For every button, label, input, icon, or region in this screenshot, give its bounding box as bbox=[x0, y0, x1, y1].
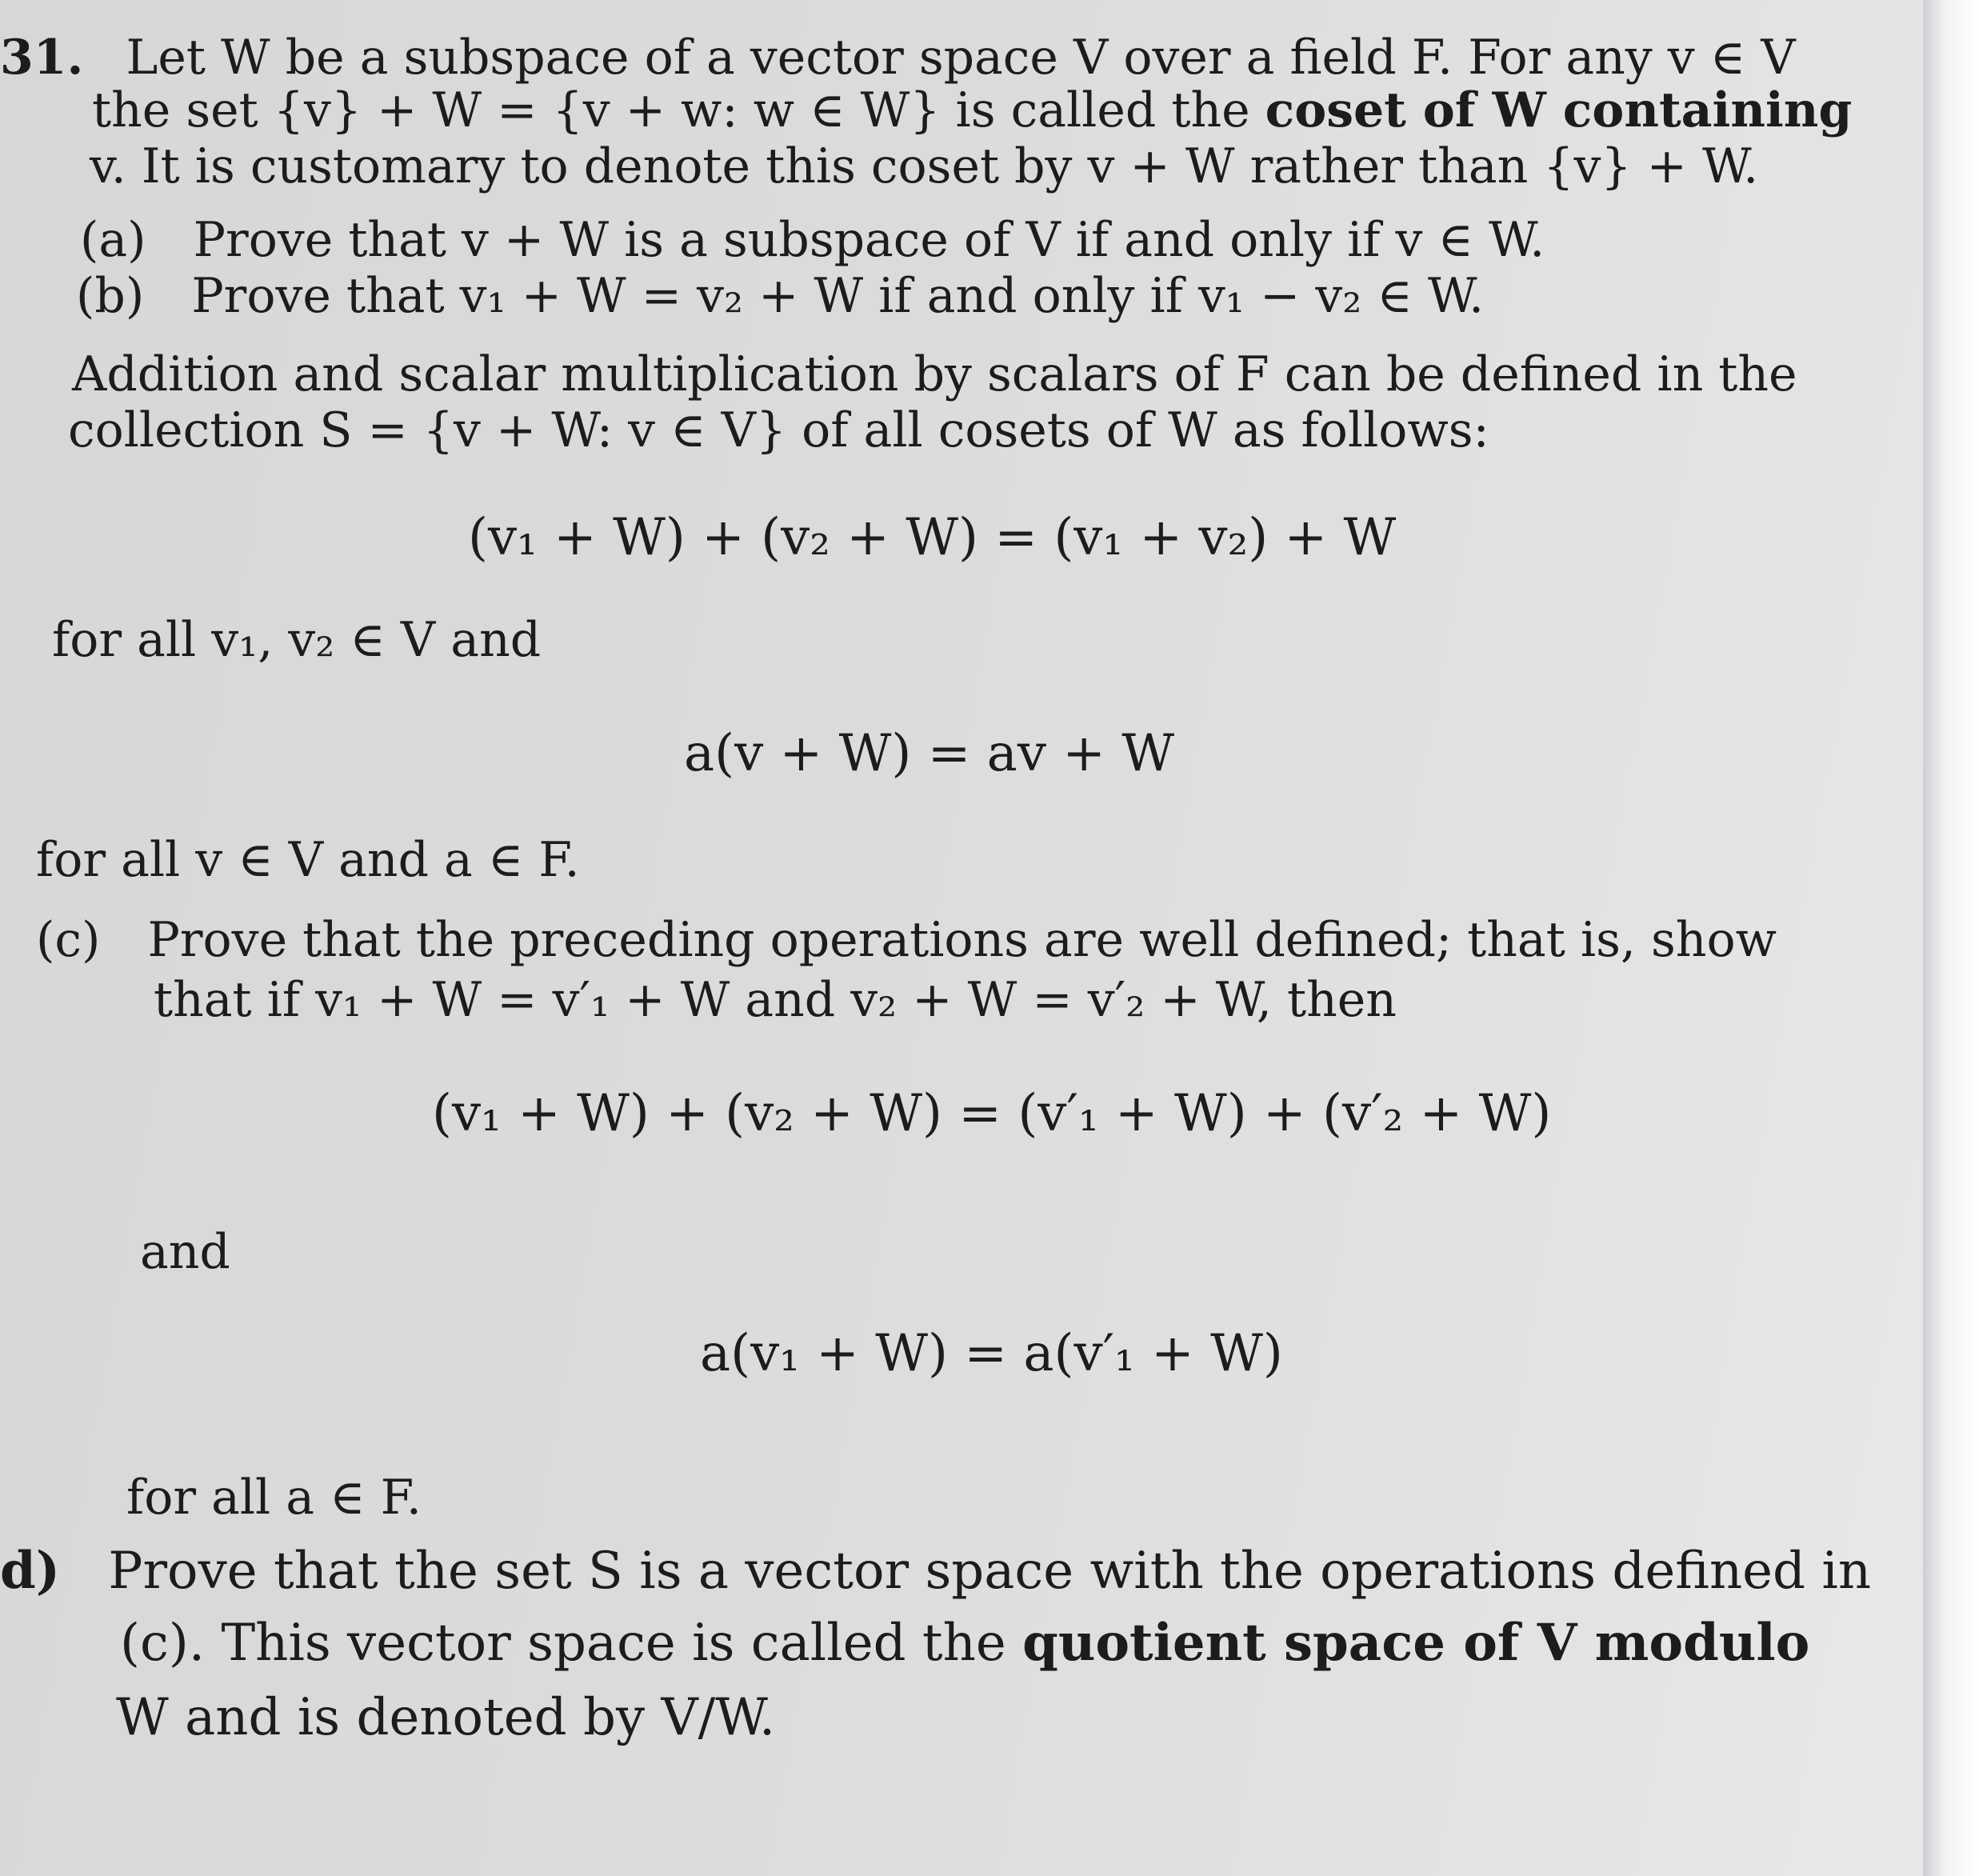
part-b-label: (b) bbox=[76, 268, 145, 324]
part-d-text-1: Prove that the set S is a vector space with the operations defined in bbox=[108, 1542, 1872, 1601]
well-defined-addition-equation: (v₁ + W) + (v₂ + W) = (v′₁ + W) + (v′₂ + W) bbox=[432, 1084, 1552, 1143]
coset-term: coset of W containing bbox=[1265, 82, 1853, 138]
part-a bbox=[80, 212, 1545, 268]
operations-text-2: collection S = {v + W: v ∈ V} of all cosets of W as follows: bbox=[68, 402, 1489, 458]
operations-line-2 bbox=[68, 402, 1489, 458]
part-c-for-all: for all a ∈ F. bbox=[126, 1470, 422, 1526]
for-all-add: for all v₁, v₂ ∈ V and bbox=[52, 612, 542, 668]
problem-line-1 bbox=[0, 30, 1796, 86]
problem-line-2 bbox=[92, 82, 1853, 138]
part-b bbox=[76, 268, 1485, 324]
for-all-scalar: for all v ∈ V and a ∈ F. bbox=[36, 832, 580, 888]
scalar-equation: a(v + W) = av + W bbox=[684, 724, 1175, 783]
part-b-text: Prove that v₁ + W = v₂ + W if and only if v₁ − v₂ ∈ W. bbox=[191, 268, 1485, 324]
part-c-label: (c) bbox=[36, 912, 101, 968]
part-d-text-3: W and is denoted by V/W. bbox=[116, 1688, 776, 1747]
part-d-label: d) bbox=[0, 1541, 61, 1601]
page-edge bbox=[1923, 0, 1979, 1876]
quotient-space-term: quotient space of V modulo bbox=[1022, 1613, 1810, 1673]
part-c-line-1 bbox=[36, 912, 1777, 968]
intro-text-1: Let W be a subspace of a vector space V over a field F. For any v ∈ V bbox=[126, 30, 1796, 86]
part-c-text-1: Prove that the preceding operations are well defined; that is, show bbox=[147, 912, 1777, 968]
part-d-text-2: (c). This vector space is called the bbox=[120, 1614, 1006, 1673]
problem-line-3 bbox=[90, 138, 1759, 194]
well-defined-scalar-equation: a(v₁ + W) = a(v′₁ + W) bbox=[700, 1324, 1283, 1383]
part-d-line-1 bbox=[0, 1541, 1872, 1601]
part-a-label: (a) bbox=[80, 212, 146, 268]
operations-text-1: Addition and scalar multiplication by scalars of F can be defined in the bbox=[72, 346, 1797, 402]
addition-equation: (v₁ + W) + (v₂ + W) = (v₁ + v₂) + W bbox=[468, 508, 1397, 567]
operations-line-1 bbox=[72, 346, 1797, 402]
intro-text-2: the set {v} + W = {v + w: w ∈ W} is called the bbox=[92, 82, 1250, 138]
part-d-line-3 bbox=[116, 1688, 776, 1747]
problem-number: 31. bbox=[0, 30, 84, 86]
part-a-text: Prove that v + W is a subspace of V if and only if v ∈ W. bbox=[193, 212, 1545, 268]
part-c-line-2 bbox=[154, 972, 1397, 1028]
part-d-line-2 bbox=[120, 1613, 1810, 1673]
intro-text-3: v. It is customary to denote this coset by v + W rather than {v} + W. bbox=[90, 138, 1759, 194]
part-c-text-2: that if v₁ + W = v′₁ + W and v₂ + W = v′₂ + W, then bbox=[154, 972, 1397, 1028]
part-c-and: and bbox=[140, 1224, 230, 1280]
